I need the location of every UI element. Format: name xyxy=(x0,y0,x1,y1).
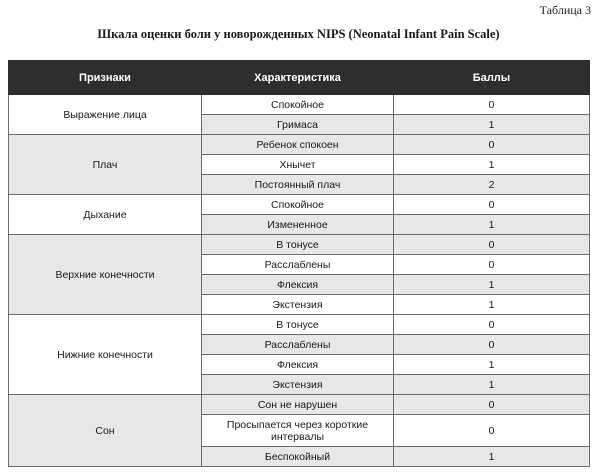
points-cell: 1 xyxy=(394,355,590,375)
table-body xyxy=(9,95,590,467)
points-cell: 1 xyxy=(394,295,590,315)
header-characteristic: Характеристика xyxy=(202,61,394,95)
characteristic-cell: Флексия xyxy=(202,275,394,295)
characteristic-cell: В тонусе xyxy=(202,235,394,255)
points-cell: 1 xyxy=(394,375,590,395)
points-cell: 0 xyxy=(394,315,590,335)
characteristic-cell: Экстензия xyxy=(202,295,394,315)
points-cell: 0 xyxy=(394,335,590,355)
points-cell: 1 xyxy=(394,115,590,135)
characteristic-cell: Расслаблены xyxy=(202,255,394,275)
characteristic-cell: Сон не нарушен xyxy=(202,395,394,415)
points-cell: 0 xyxy=(394,235,590,255)
table-header xyxy=(9,61,590,95)
points-cell: 0 xyxy=(394,255,590,275)
table-number-label: Таблица 3 xyxy=(539,3,591,17)
characteristic-cell: Спокойное xyxy=(202,195,394,215)
characteristic-cell: Ребенок спокоен xyxy=(202,135,394,155)
sign-cell: Плач xyxy=(9,135,202,195)
table-row xyxy=(9,315,590,335)
table-row xyxy=(9,395,590,415)
characteristic-cell: Экстензия xyxy=(202,375,394,395)
sign-cell: Сон xyxy=(9,395,202,467)
table-title: Шкала оценки боли у новорожденных NIPS (Neonatal Infant Pain Scale) xyxy=(97,27,500,41)
points-cell: 0 xyxy=(394,95,590,115)
sign-cell: Нижние конечности xyxy=(9,315,202,395)
nips-table xyxy=(8,60,590,467)
characteristic-cell: Просыпается через короткие интервалы xyxy=(202,415,394,447)
points-cell: 2 xyxy=(394,175,590,195)
points-cell: 1 xyxy=(394,155,590,175)
table-row xyxy=(9,95,590,115)
points-cell: 0 xyxy=(394,135,590,155)
points-cell: 1 xyxy=(394,447,590,467)
sign-cell: Дыхание xyxy=(9,195,202,235)
table-row xyxy=(9,235,590,255)
characteristic-cell: Спокойное xyxy=(202,95,394,115)
header-row xyxy=(9,61,590,95)
points-cell: 0 xyxy=(394,395,590,415)
points-cell: 1 xyxy=(394,215,590,235)
points-cell: 0 xyxy=(394,195,590,215)
characteristic-cell: Постоянный плач xyxy=(202,175,394,195)
characteristic-cell: Гримаса xyxy=(202,115,394,135)
points-cell: 1 xyxy=(394,275,590,295)
characteristic-cell: Расслаблены xyxy=(202,335,394,355)
header-points: Баллы xyxy=(394,61,590,95)
sign-cell: Верхние конечности xyxy=(9,235,202,315)
characteristic-cell: Флексия xyxy=(202,355,394,375)
table-row xyxy=(9,135,590,155)
characteristic-cell: В тонусе xyxy=(202,315,394,335)
sign-cell: Выражение лица xyxy=(9,95,202,135)
header-signs: Признаки xyxy=(9,61,202,95)
points-cell: 0 xyxy=(394,415,590,447)
characteristic-cell: Хнычет xyxy=(202,155,394,175)
characteristic-cell: Беспокойный xyxy=(202,447,394,467)
table-row xyxy=(9,195,590,215)
characteristic-cell: Измененное xyxy=(202,215,394,235)
